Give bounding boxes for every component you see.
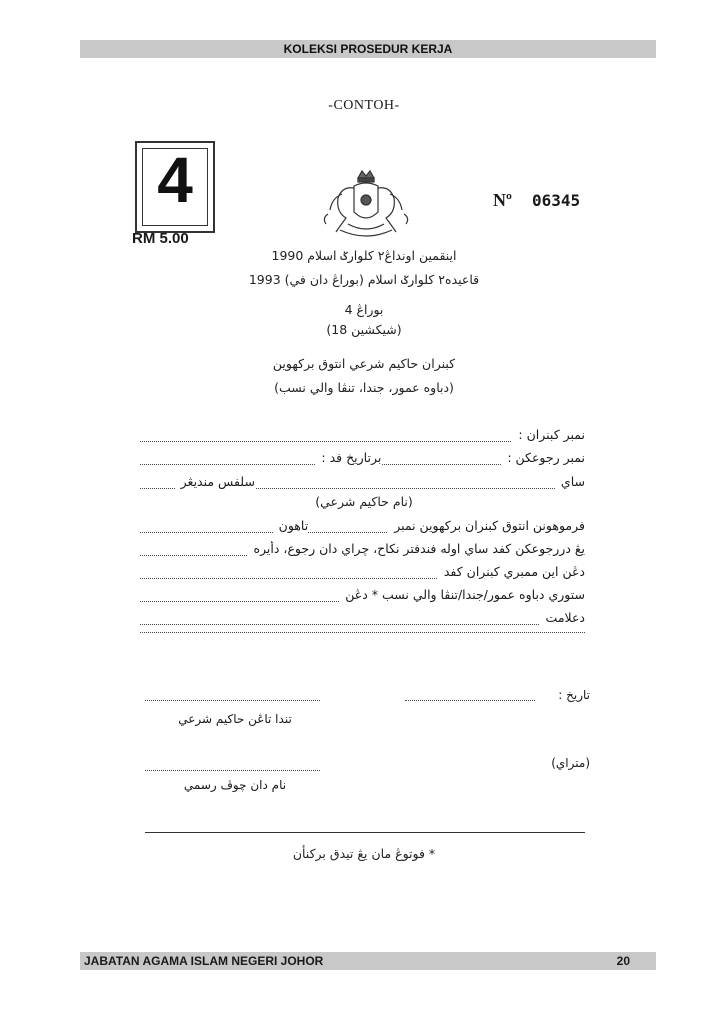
permit-number-label: نمبر كبنران : (512, 427, 585, 442)
page-number: 20 (616, 954, 630, 968)
form-number: 4 (157, 144, 193, 216)
grant-label: دڠن اين ممبري كبنران كفد (438, 564, 585, 579)
form-label: بوراڠ 4 (344, 302, 384, 317)
signature-label: تندا تاڠن حاكيم شرعي (178, 712, 292, 726)
blank-line (140, 632, 585, 633)
form-number-box (135, 141, 215, 233)
serial-value: 06345 (531, 191, 581, 210)
footnote-divider (145, 832, 585, 833)
name-seal-label: نام دان چوڤ رسمي (183, 778, 287, 792)
footnote: * فوتوڠ مان يڠ تيدق بركنأن (292, 846, 436, 861)
i-after-label: سلفس منديڠر (175, 474, 255, 489)
applicant-line (140, 474, 585, 492)
registrar-label: يڠ دررجوعكن كفد ساي اوله فندفتر نكاح، چراي دان رجوع، دأيره (247, 541, 585, 556)
serial-number (493, 190, 580, 211)
reference-line (140, 450, 585, 468)
date-label: تاريخ : (558, 688, 590, 702)
header-title: KOLEKSI PROSEDUR KERJA (283, 42, 453, 56)
judge-name-label: (نام حاكيم شرعي) (315, 494, 413, 509)
enactment-line: اينقمين اونداڠ٢ كلوارݢ اسلام 1990 (271, 248, 457, 263)
price-label: RM 5.00 (132, 230, 189, 247)
registrar-line (140, 541, 585, 559)
grant-line (140, 564, 585, 582)
state-crest-icon (318, 168, 414, 244)
form-title: كبنران حاكيم شرعي انتوق بركهوين (272, 356, 456, 371)
header-bar (80, 40, 656, 58)
reference-label: نمبر رجوعكن : (501, 450, 585, 465)
seal-label: (متراي) (551, 756, 590, 770)
section-label: (شيكشين 18) (326, 322, 402, 337)
footer-department: JABATAN AGAMA ISLAM NEGERI JOHOR (84, 954, 324, 968)
permit-number-line (140, 427, 585, 445)
application-label: فرموهونن انتوق كبنران بركهوين نمبر (388, 518, 585, 533)
footer-bar (80, 952, 656, 970)
year-label: تاهون (273, 518, 309, 533)
name-seal-dots (145, 770, 320, 771)
dated-label: برتاريخ فد : (315, 450, 381, 465)
i-label: ساي (555, 474, 585, 489)
status-label: ستوري دباوه عمور/جندا/تنڤا والي نسب * دڠن (339, 587, 585, 602)
status-line (140, 587, 585, 605)
address-label: دعلامت (540, 610, 585, 625)
signature-dots (145, 700, 320, 701)
date-dots (405, 700, 535, 701)
application-line (140, 518, 585, 536)
sample-label: -CONTOH- (328, 98, 400, 113)
address-line (140, 610, 585, 628)
serial-label: Nº (493, 190, 512, 210)
rules-line: قاعيده٢ كلوارݢ اسلام (بوراڠ دان في) 1993 (248, 272, 480, 287)
form-subtitle: (دباوه عمور، جندا، تنڤا والي نسب) (274, 380, 454, 395)
